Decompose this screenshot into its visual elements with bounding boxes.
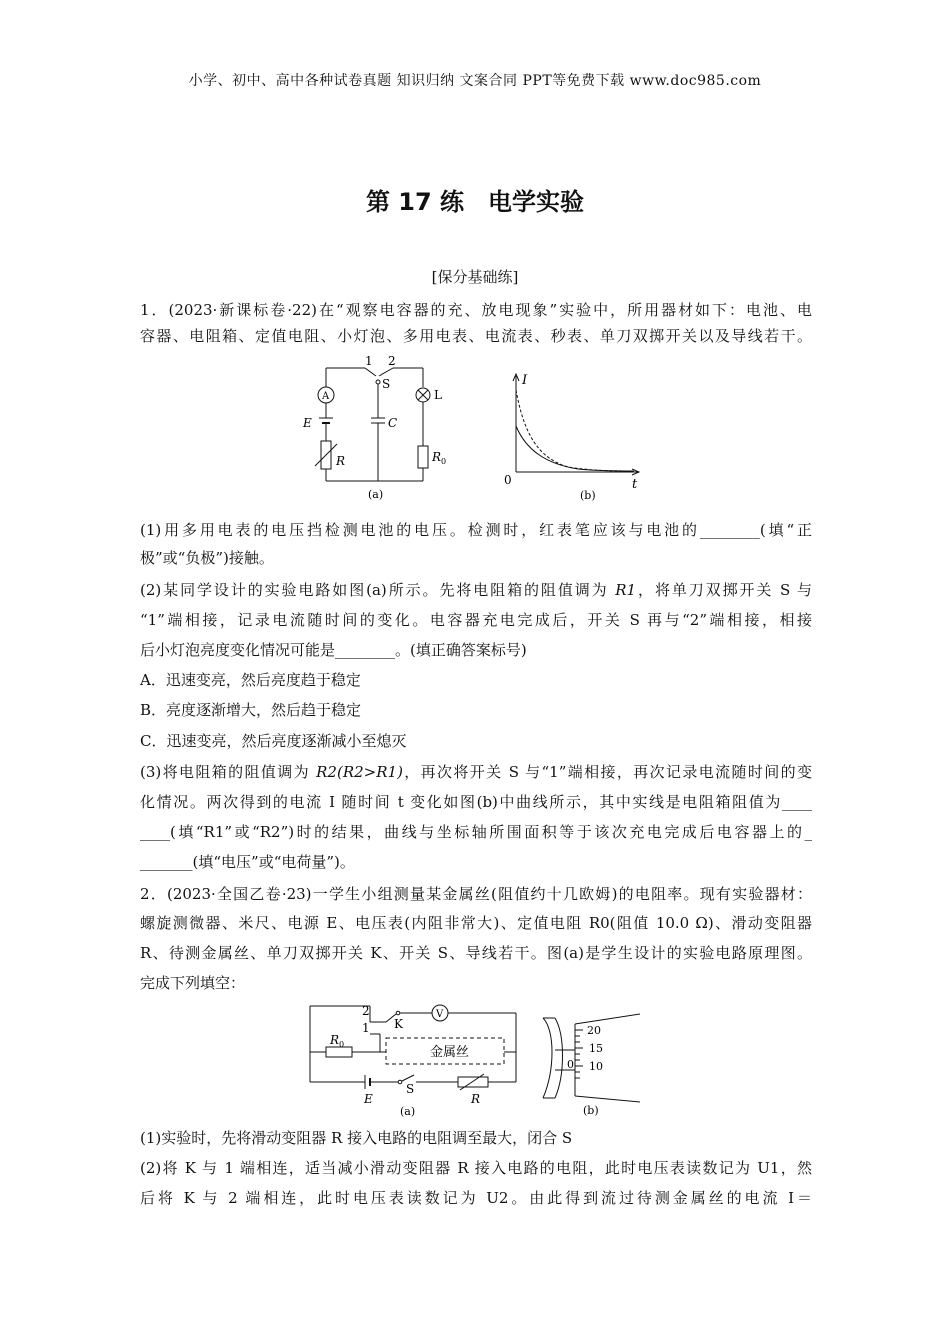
q2-line-2: 螺旋测微器、米尺、电源 E、电压表(内阻非常大)、定值电阻 R0(阻值 10.0 Ω)、滑动变阻器 xyxy=(140,914,812,932)
q1-part2-line-3: 后小灯泡亮度变化情况可能是________。(填正确答案标号) xyxy=(140,641,527,659)
q1-graph-figure-b xyxy=(498,364,648,504)
capacitor-label: C xyxy=(388,416,398,430)
q1-part1-line-2: 极”或“负极”)接触。 xyxy=(140,549,274,567)
switch-s-label: S xyxy=(406,1082,415,1096)
lamp-label: L xyxy=(434,388,442,402)
q1-line-2: 容器、电阻箱、定值电阻、小灯泡、多用电表、电流表、秒表、单刀双掷开关以及导线若干。 xyxy=(140,327,812,345)
q2-line-3: R、待测金属丝、单刀双掷开关 K、开关 S、导线若干。图(a)是学生设计的实验电路原理图。 xyxy=(140,944,812,962)
figure-b-caption: (b) xyxy=(580,489,596,502)
page-title: 第 17 练 电学实验 xyxy=(365,188,585,216)
terminal-2-label: 2 xyxy=(388,354,396,368)
tick-15: 15 xyxy=(589,1042,603,1055)
origin-label: 0 xyxy=(504,473,512,487)
q2-step2-line-2: 后将 K 与 2 端相连，此时电压表读数记为 U2。由此得到流过待测金属丝的电流 I＝ xyxy=(140,1189,812,1207)
ammeter-label: A xyxy=(322,391,330,402)
q2-circuit-figure-a xyxy=(308,1004,530,1118)
battery-label: E xyxy=(303,416,312,430)
k-terminal-1-label: 1 xyxy=(362,1021,370,1035)
axis-t-label: t xyxy=(632,477,638,492)
tick-0: 0 xyxy=(567,1058,574,1071)
k-terminal-2-label: 2 xyxy=(362,1004,370,1018)
terminal-1-label: 1 xyxy=(365,354,373,368)
q1-circuit-figure-a xyxy=(290,354,460,504)
figure-b-caption-2: (b) xyxy=(583,1104,599,1117)
r0-label: $R_0$ xyxy=(330,1033,345,1049)
q1-part1-line-1: (1)用多用电表的电压挡检测电池的电压。检测时，红表笔应该与电池的________(填“正 xyxy=(140,521,812,539)
option-a: A．迅速变亮，然后亮度趋于稳定 xyxy=(140,671,361,689)
q1-part3-line-2: 化情况。两次得到的电流 I 随时间 t 变化如图(b)中曲线所示，其中实线是电阻箱阻值为____ xyxy=(140,793,812,811)
tick-20: 20 xyxy=(587,1024,601,1037)
q2-step2-line-1: (2)将 K 与 1 端相连，适当减小滑动变阻器 R 接入电路的电阻，此时电压表读数记为 U1，然 xyxy=(140,1159,812,1177)
fixed-resistor-label: $R_0$ xyxy=(432,450,447,466)
option-b: B．亮度逐渐增大，然后趋于稳定 xyxy=(140,701,362,719)
page-header: 小学、初中、高中各种试卷真题 知识归纳 文案合同 PPT等免费下载 www.doc985.com xyxy=(188,73,762,89)
source-e-label: E xyxy=(364,1092,373,1106)
figure-a-caption: (a) xyxy=(368,488,384,501)
q1-part2-line-1: (2)某同学设计的实验电路如图(a)所示。先将电阻箱的阻值调为 R1，将单刀双掷开关 S 与 xyxy=(140,581,812,599)
q1-line-1: 1．(2023·新课标卷·22)在“观察电容器的充、放电现象”实验中，所用器材如下：电池、电 xyxy=(140,301,812,319)
axis-i-label: I xyxy=(522,373,528,388)
switch-k-label: K xyxy=(394,1017,403,1031)
switch-label: S xyxy=(382,377,391,391)
q2-step1: (1)实验时，先将滑动变阻器 R 接入电路的电阻调至最大，闭合 S xyxy=(140,1129,573,1147)
section-heading: [保分基础练] xyxy=(431,268,519,286)
q2-line-4: 完成下列填空： xyxy=(140,974,246,992)
metal-wire-label: 金属丝 xyxy=(430,1045,470,1060)
voltmeter-label: V xyxy=(436,1009,444,1020)
rheostat-r-label: R xyxy=(471,1092,481,1106)
figure-a-caption-2: (a) xyxy=(400,1105,416,1118)
q1-part3-line-3: ____(填“R1”或“R2”)时的结果，曲线与坐标轴所围面积等于该次充电完成后电容器上的_ xyxy=(140,823,812,841)
option-c: C．迅速变亮，然后亮度逐渐减小至熄灭 xyxy=(140,732,407,750)
tick-10: 10 xyxy=(589,1060,603,1073)
q1-part3-line-1: (3)将电阻箱的阻值调为 R2(R2>R1)，再次将开关 S 与“1”端相接，再次记录电流随时间的变 xyxy=(140,763,812,781)
q2-line-1: 2．(2023·全国乙卷·23)一学生小组测量某金属丝(阻值约十几欧姆)的电阻率。现有实验器材： xyxy=(140,885,812,903)
q1-part3-line-4: _______(填“电压”或“电荷量”)。 xyxy=(140,853,355,871)
rheostat-label: R xyxy=(336,454,346,468)
q1-part2-line-2: “1”端相接，记录电流随时间的变化。电容器充电完成后，开关 S 再与“2”端相接，相接 xyxy=(140,611,812,629)
q2-micrometer-figure-b xyxy=(535,1010,655,1120)
